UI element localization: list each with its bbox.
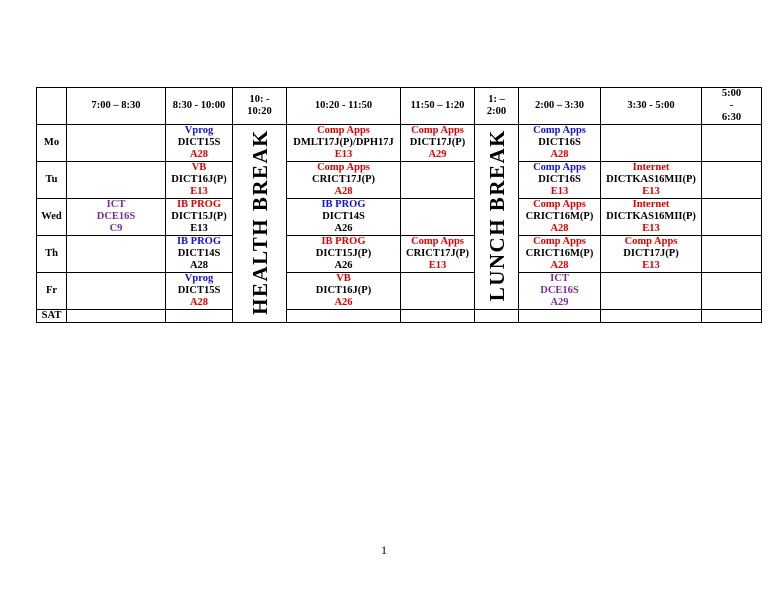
header-slot-1: 7:00 – 8:30 bbox=[67, 88, 166, 125]
schedule-cell bbox=[702, 310, 762, 323]
schedule-cell bbox=[702, 125, 762, 162]
room-code: A28 bbox=[550, 223, 569, 234]
health-break-cell bbox=[233, 125, 287, 323]
class-code: DICT16S bbox=[538, 174, 581, 185]
day-label: Th bbox=[37, 236, 67, 273]
lunch-break-cell bbox=[475, 125, 519, 310]
schedule-cell bbox=[166, 162, 233, 199]
course-name: Comp Apps bbox=[317, 162, 370, 173]
class-code: DICT15J(P) bbox=[171, 211, 227, 222]
room-code: A26 bbox=[334, 297, 353, 308]
header-slot-7: 2:00 – 3:30 bbox=[519, 88, 601, 125]
schedule-cell bbox=[287, 199, 401, 236]
room-code: A28 bbox=[189, 297, 209, 308]
day-label: Wed bbox=[37, 199, 67, 236]
schedule-cell bbox=[519, 125, 601, 162]
schedule-cell bbox=[601, 236, 702, 273]
room-code: C9 bbox=[109, 223, 123, 234]
schedule-cell bbox=[401, 125, 475, 162]
schedule-cell bbox=[67, 273, 166, 310]
table-row bbox=[37, 310, 762, 323]
table-row bbox=[37, 162, 762, 199]
schedule-cell bbox=[401, 310, 475, 323]
schedule-cell bbox=[287, 125, 401, 162]
header-corner bbox=[37, 88, 67, 125]
room-code: A28 bbox=[189, 149, 209, 160]
course-name: Internet bbox=[632, 162, 670, 173]
course-name: VB bbox=[191, 162, 207, 173]
schedule-cell bbox=[702, 273, 762, 310]
course-name: Vprog bbox=[184, 273, 214, 284]
schedule-cell bbox=[702, 162, 762, 199]
header-slot-6-line-2: 2:00 bbox=[486, 106, 507, 117]
schedule-cell bbox=[401, 199, 475, 236]
schedule-cell bbox=[601, 273, 702, 310]
class-code: CRICT17J(P) bbox=[312, 174, 375, 185]
room-code: A26 bbox=[334, 260, 353, 271]
schedule-cell bbox=[519, 162, 601, 199]
course-name: Internet bbox=[632, 199, 670, 210]
course-name: Comp Apps bbox=[533, 236, 586, 247]
header-slot-4: 10:20 - 11:50 bbox=[287, 88, 401, 125]
schedule-cell bbox=[601, 199, 702, 236]
table-row bbox=[37, 236, 762, 273]
room-code: A28 bbox=[550, 260, 569, 271]
schedule-cell bbox=[601, 310, 702, 323]
header-slot-2: 8:30 - 10:00 bbox=[166, 88, 233, 125]
class-code: CRICT16M(P) bbox=[525, 211, 594, 222]
room-code: A26 bbox=[334, 223, 353, 234]
table-row bbox=[37, 273, 762, 310]
schedule-cell bbox=[287, 162, 401, 199]
schedule-cell bbox=[702, 199, 762, 236]
header-slot-6-line-1: 1: – bbox=[488, 94, 505, 105]
header-slot-8: 3:30 - 5:00 bbox=[601, 88, 702, 125]
course-name: Comp Apps bbox=[411, 125, 464, 136]
table-row bbox=[37, 125, 762, 162]
class-code: CRICT16M(P) bbox=[525, 248, 594, 259]
course-name: Comp Apps bbox=[411, 236, 464, 247]
room-code: E13 bbox=[642, 223, 660, 234]
class-code: DICT15S bbox=[177, 137, 221, 148]
schedule-cell bbox=[166, 273, 233, 310]
schedule-cell bbox=[166, 236, 233, 273]
room-code: A28 bbox=[550, 149, 569, 160]
schedule-cell bbox=[401, 236, 475, 273]
schedule-cell bbox=[287, 273, 401, 310]
schedule-cell bbox=[166, 310, 233, 323]
room-code: A29 bbox=[428, 149, 447, 160]
class-code: DICT16J(P) bbox=[315, 285, 372, 296]
header-slot-3-line-1: 10: - bbox=[249, 94, 270, 105]
header-row bbox=[37, 88, 762, 125]
lunch-break-label: LUNCH BREAK bbox=[484, 128, 509, 302]
timetable bbox=[36, 87, 762, 323]
course-name: IB PROG bbox=[176, 199, 222, 210]
day-label: Fr bbox=[37, 273, 67, 310]
header-slot-3-line-2: 10:20 bbox=[247, 106, 272, 117]
room-code: E13 bbox=[334, 149, 353, 160]
room-code: E13 bbox=[190, 223, 208, 234]
schedule-cell bbox=[166, 199, 233, 236]
schedule-cell bbox=[519, 273, 601, 310]
course-name: Comp Apps bbox=[533, 162, 586, 173]
schedule-cell bbox=[287, 236, 401, 273]
header-slot-9-line-1: 5:00 bbox=[721, 88, 742, 99]
course-name: ICT bbox=[550, 273, 569, 284]
schedule-cell bbox=[401, 273, 475, 310]
schedule-cell bbox=[601, 125, 702, 162]
room-code: E13 bbox=[642, 186, 660, 197]
schedule-cell bbox=[287, 310, 401, 323]
class-code: DICT15J(P) bbox=[315, 248, 372, 259]
course-name: ICT bbox=[106, 199, 126, 210]
class-code: DCE16S bbox=[540, 285, 579, 296]
schedule-cell bbox=[475, 310, 519, 323]
header-slot-6 bbox=[475, 88, 519, 125]
course-name: VB bbox=[336, 273, 351, 284]
day-label: Tu bbox=[37, 162, 67, 199]
class-code: DICT17J(P) bbox=[623, 248, 679, 259]
room-code: A28 bbox=[189, 260, 209, 271]
health-break-label: HEALTH BREAK bbox=[247, 128, 272, 315]
class-code: DICT14S bbox=[177, 248, 221, 259]
class-code: DICTKAS16MII(P) bbox=[606, 211, 696, 222]
class-code: DICT16S bbox=[538, 137, 581, 148]
class-code: DICT14S bbox=[322, 211, 365, 222]
class-code: DICT17J(P) bbox=[409, 137, 466, 148]
room-code: A29 bbox=[550, 297, 569, 308]
class-code: DICT15S bbox=[177, 285, 221, 296]
header-slot-9-line-2: - bbox=[729, 100, 734, 111]
schedule-cell bbox=[519, 199, 601, 236]
class-code: CRICT17J(P) bbox=[406, 248, 469, 259]
day-label: Mo bbox=[37, 125, 67, 162]
header-slot-9 bbox=[702, 88, 762, 125]
class-code: DICT16J(P) bbox=[171, 174, 227, 185]
schedule-cell bbox=[702, 236, 762, 273]
course-name: IB PROG bbox=[321, 236, 366, 247]
schedule-cell bbox=[67, 199, 166, 236]
header-slot-5: 11:50 – 1:20 bbox=[401, 88, 475, 125]
course-name: IB PROG bbox=[321, 199, 366, 210]
table-row bbox=[37, 199, 762, 236]
room-code: E13 bbox=[642, 260, 660, 271]
schedule-cell bbox=[67, 236, 166, 273]
course-name: IB PROG bbox=[176, 236, 222, 247]
class-code: DICTKAS16MII(P) bbox=[606, 174, 696, 185]
course-name: Comp Apps bbox=[624, 236, 678, 247]
course-name: Comp Apps bbox=[533, 199, 586, 210]
room-code: E13 bbox=[428, 260, 447, 271]
schedule-cell bbox=[519, 236, 601, 273]
schedule-cell bbox=[166, 125, 233, 162]
class-code: DMLT17J(P)/DPH17J bbox=[293, 137, 394, 148]
schedule-cell bbox=[67, 310, 166, 323]
course-name: Comp Apps bbox=[533, 125, 586, 136]
page-number: 1 bbox=[381, 543, 387, 557]
room-code: E13 bbox=[550, 186, 569, 197]
room-code: A28 bbox=[334, 186, 353, 197]
room-code: E13 bbox=[190, 186, 208, 197]
schedule-cell bbox=[519, 310, 601, 323]
header-slot-3 bbox=[233, 88, 287, 125]
schedule-cell bbox=[601, 162, 702, 199]
day-label: SAT bbox=[37, 310, 67, 323]
schedule-cell bbox=[67, 162, 166, 199]
schedule-cell bbox=[401, 162, 475, 199]
timetable-body bbox=[37, 125, 762, 323]
course-name: Vprog bbox=[184, 125, 214, 136]
class-code: DCE16S bbox=[96, 211, 136, 222]
schedule-cell bbox=[67, 125, 166, 162]
header-slot-9-line-3: 6:30 bbox=[721, 112, 742, 123]
course-name: Comp Apps bbox=[317, 125, 370, 136]
